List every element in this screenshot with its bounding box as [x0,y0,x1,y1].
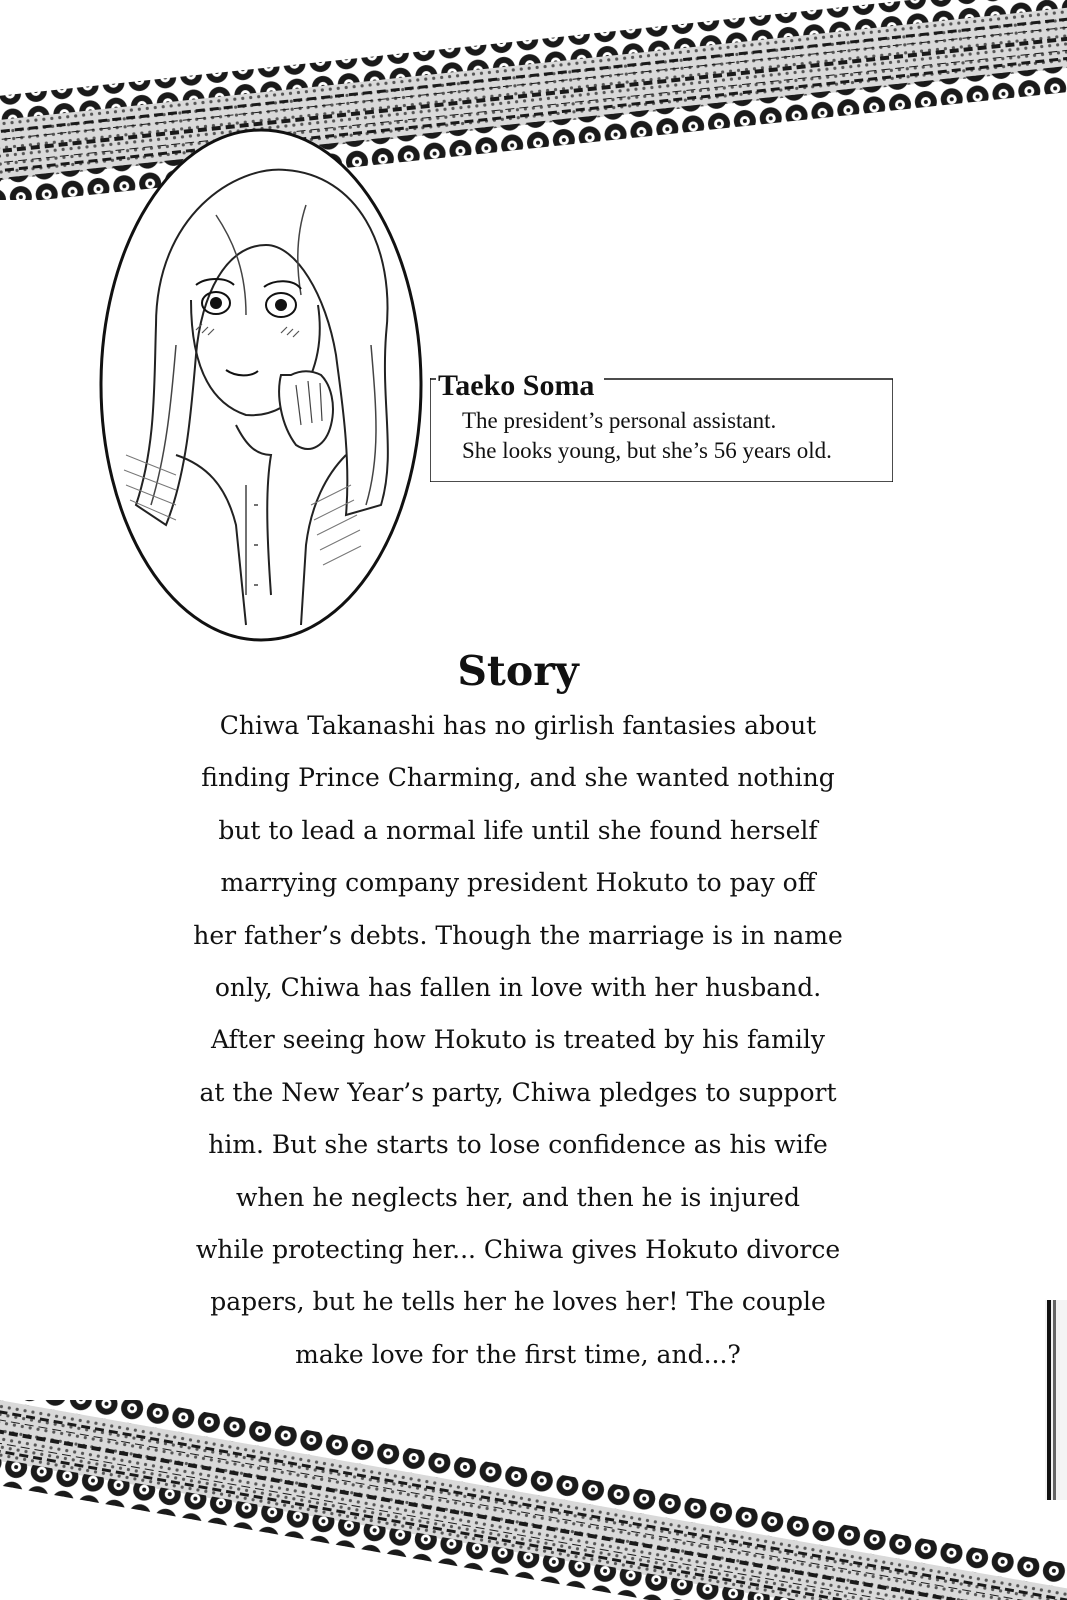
character-description-line: She looks young, but she’s 56 years old. [462,438,832,463]
character-name: Taeko Soma [436,366,604,406]
portrait-illustration [96,125,426,645]
story-line: After seeing how Hokuto is treated by his family [211,1025,825,1055]
story-line: marrying company president Hokuto to pay off [220,868,816,898]
character-profile [430,369,893,482]
character-description [462,406,832,466]
story-line: finding Prince Charming, and she wanted nothing [201,763,835,793]
story-line: only, Chiwa has fallen in love with her husband. [214,973,822,1003]
story-line: while protecting her... Chiwa gives Hokuto divorce [195,1235,841,1265]
story-line: at the New Year’s party, Chiwa pledges to support [199,1077,837,1107]
story-line: him. But she starts to lose confidence as his wife [208,1130,828,1160]
story-line: papers, but he tells her he loves her! The couple [210,1287,826,1317]
story-line: her father’s debts. Though the marriage is in name [193,920,843,950]
character-description-line: The president’s personal assistant. [462,408,777,433]
bottom-lace-ribbon [0,1400,1067,1600]
story-summary [148,700,888,1381]
story-line: when he neglects her, and then he is injured [236,1182,800,1212]
story-line: make love for the first time, and...? [295,1339,741,1369]
story-line: but to lead a normal life until she found herself [218,815,818,845]
story-line: Chiwa Takanashi has no girlish fantasies about [219,711,817,740]
story-heading: Story [457,647,579,695]
